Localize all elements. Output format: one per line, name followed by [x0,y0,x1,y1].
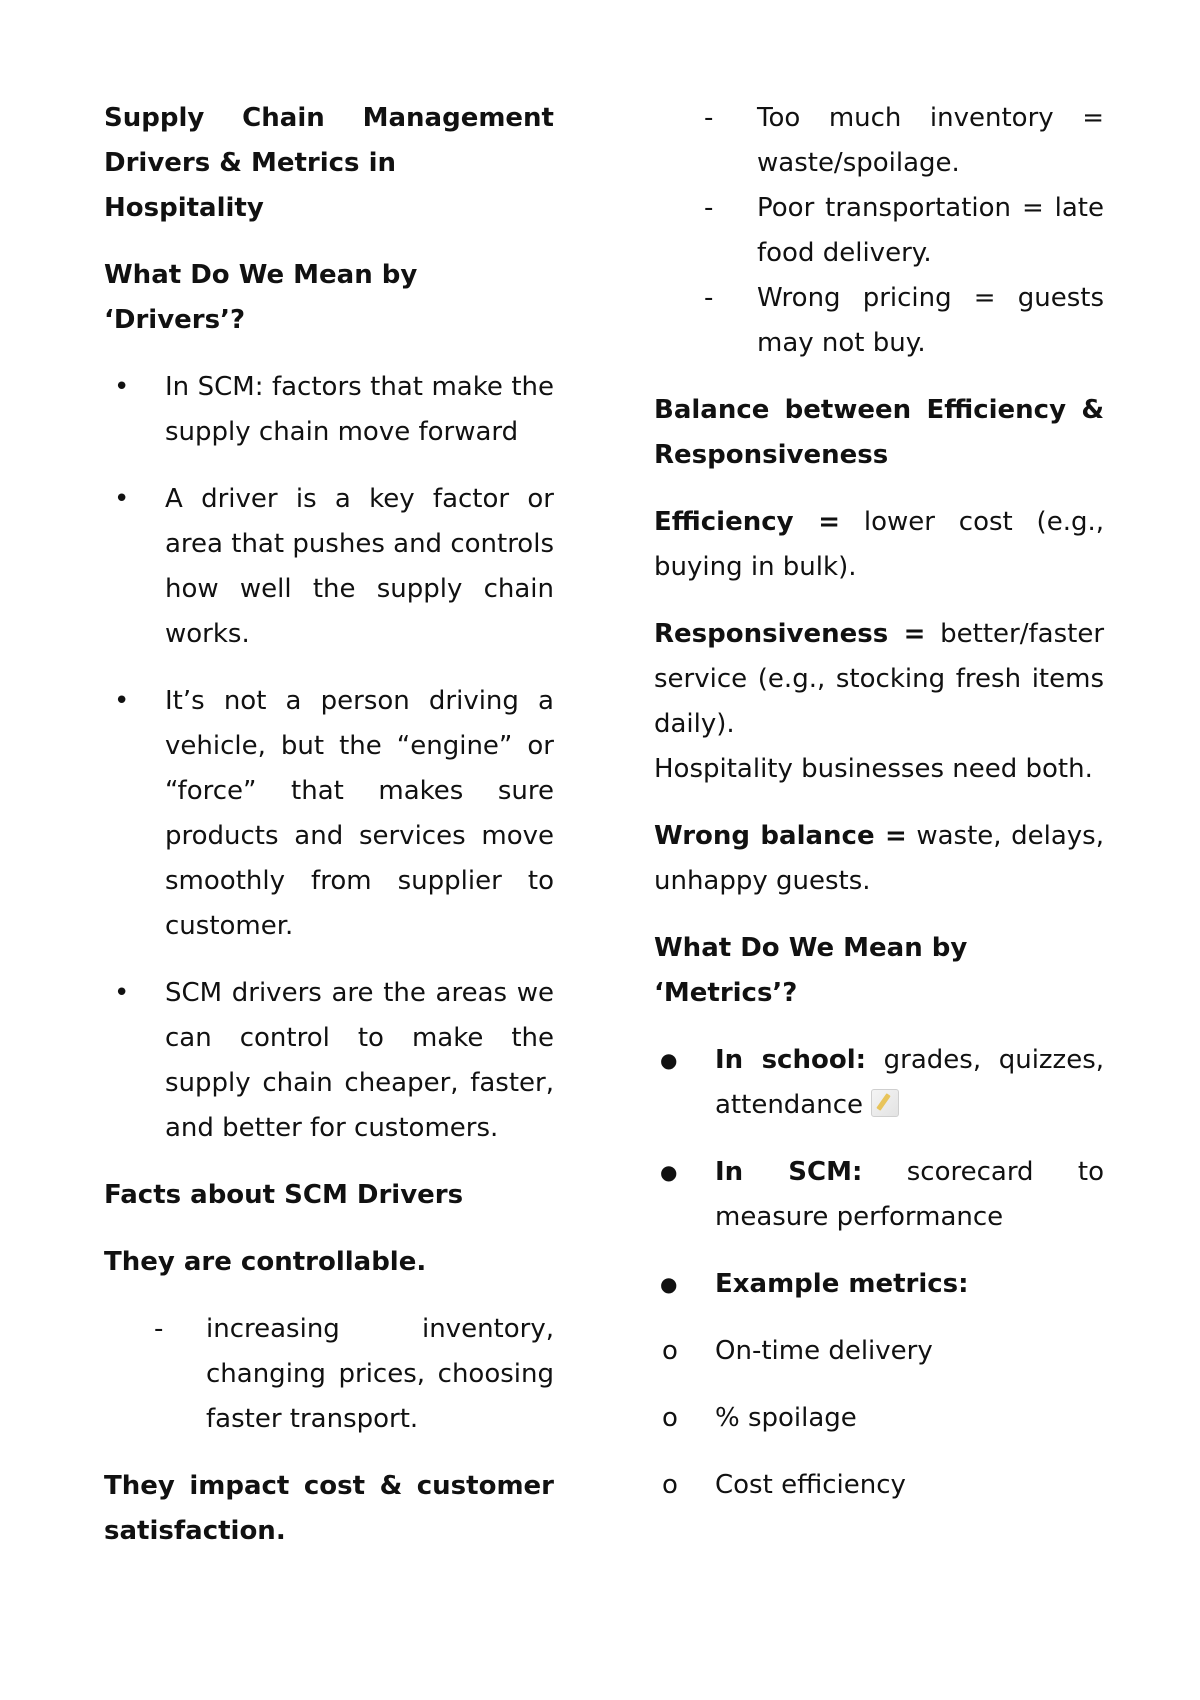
bullet-marker: • [114,372,130,402]
bullet-text: A driver is a key factor or area that pushes and controls how well the supply chain works. [165,484,554,649]
impact-item: Wrong pricing = guests may not buy. [757,283,1104,358]
facts-heading: Facts about SCM Drivers [104,1180,464,1210]
responsiveness-paragraph [654,612,1104,747]
bullet-marker: ● [660,1160,678,1184]
wrong-balance-label: Wrong balance = [654,821,907,851]
list-item [104,971,554,1151]
list-item [654,96,1104,186]
bullet-text: It’s not a person driving a vehicle, but the “engine” or “force” that makes sure products and services move smoothly from supplier to customer. [165,686,554,941]
impact-item: Poor transportation = late food delivery. [757,193,1104,268]
wrong-balance-paragraph [654,814,1104,904]
hospitality-paragraph: Hospitality businesses need both. [654,754,1093,784]
dash-marker: - [154,1314,164,1344]
list-item [104,365,554,455]
school-label: In school: [715,1045,867,1075]
efficiency-paragraph [654,500,1104,590]
example-metric: % spoilage [715,1403,857,1433]
document-title: Supply Chain Management [104,103,554,133]
list-item [654,276,1104,366]
list-item [104,477,554,657]
balance-heading: Balance between Efficiency & Responsiveness [654,395,1104,470]
document-subtitle: Drivers & Metrics in Hospitality [104,148,397,223]
controllable-item: increasing inventory, changing prices, choosing faster transport. [206,1314,554,1434]
bullet-text: In SCM: factors that make the supply chain move forward [165,372,554,447]
circle-marker: o [662,1336,678,1366]
list-item [654,1150,1104,1240]
impact-item: Too much inventory = waste/spoilage. [757,103,1104,178]
list-item [104,679,554,949]
school-item [715,1038,1104,1128]
dash-marker: - [704,283,714,313]
example-metric: On-time delivery [715,1336,933,1366]
bullet-marker: ● [660,1048,678,1072]
responsiveness-label: Responsiveness = [654,619,926,649]
scm-label: In SCM: [715,1157,863,1187]
scm-item [715,1150,1104,1240]
scm-text: scorecard to measure performance [715,1157,1104,1232]
drivers-heading: What Do We Mean by ‘Drivers’? [104,260,418,335]
bullet-marker: • [114,686,130,716]
list-item [654,1329,1104,1374]
list-item [104,1307,554,1442]
list-item [654,1038,1104,1128]
list-item [654,186,1104,276]
list-item [654,1463,1104,1508]
right-column [654,96,1104,1508]
dash-marker: - [704,193,714,223]
dash-marker: - [704,103,714,133]
example-metric: Cost efficiency [715,1470,906,1500]
left-column [104,96,554,1554]
circle-marker: o [662,1403,678,1433]
efficiency-label: Efficiency = [654,507,840,537]
responsiveness-text: better/faster service (e.g., stocking fresh items daily). [654,619,1105,739]
list-item [654,1396,1104,1441]
impact-heading: They impact cost & customer satisfaction. [104,1471,554,1546]
school-text: grades, quizzes, attendance [715,1045,1105,1120]
controllable-heading: They are controllable. [104,1247,427,1277]
bullet-text: SCM drivers are the areas we can control to make the supply chain cheaper, faster, and better for customers. [165,978,554,1143]
wrong-balance-text: waste, delays, unhappy guests. [654,821,1104,896]
bullet-marker: • [114,978,130,1008]
circle-marker: o [662,1470,678,1500]
efficiency-text: lower cost (e.g., buying in bulk). [654,507,1104,582]
example-metrics-label: Example metrics: [715,1269,969,1299]
bullet-marker: • [114,484,130,514]
memo-icon [871,1089,899,1117]
metrics-heading: What Do We Mean by ‘Metrics’? [654,933,968,1008]
list-item [654,1262,1104,1307]
bullet-marker: ● [660,1272,678,1296]
